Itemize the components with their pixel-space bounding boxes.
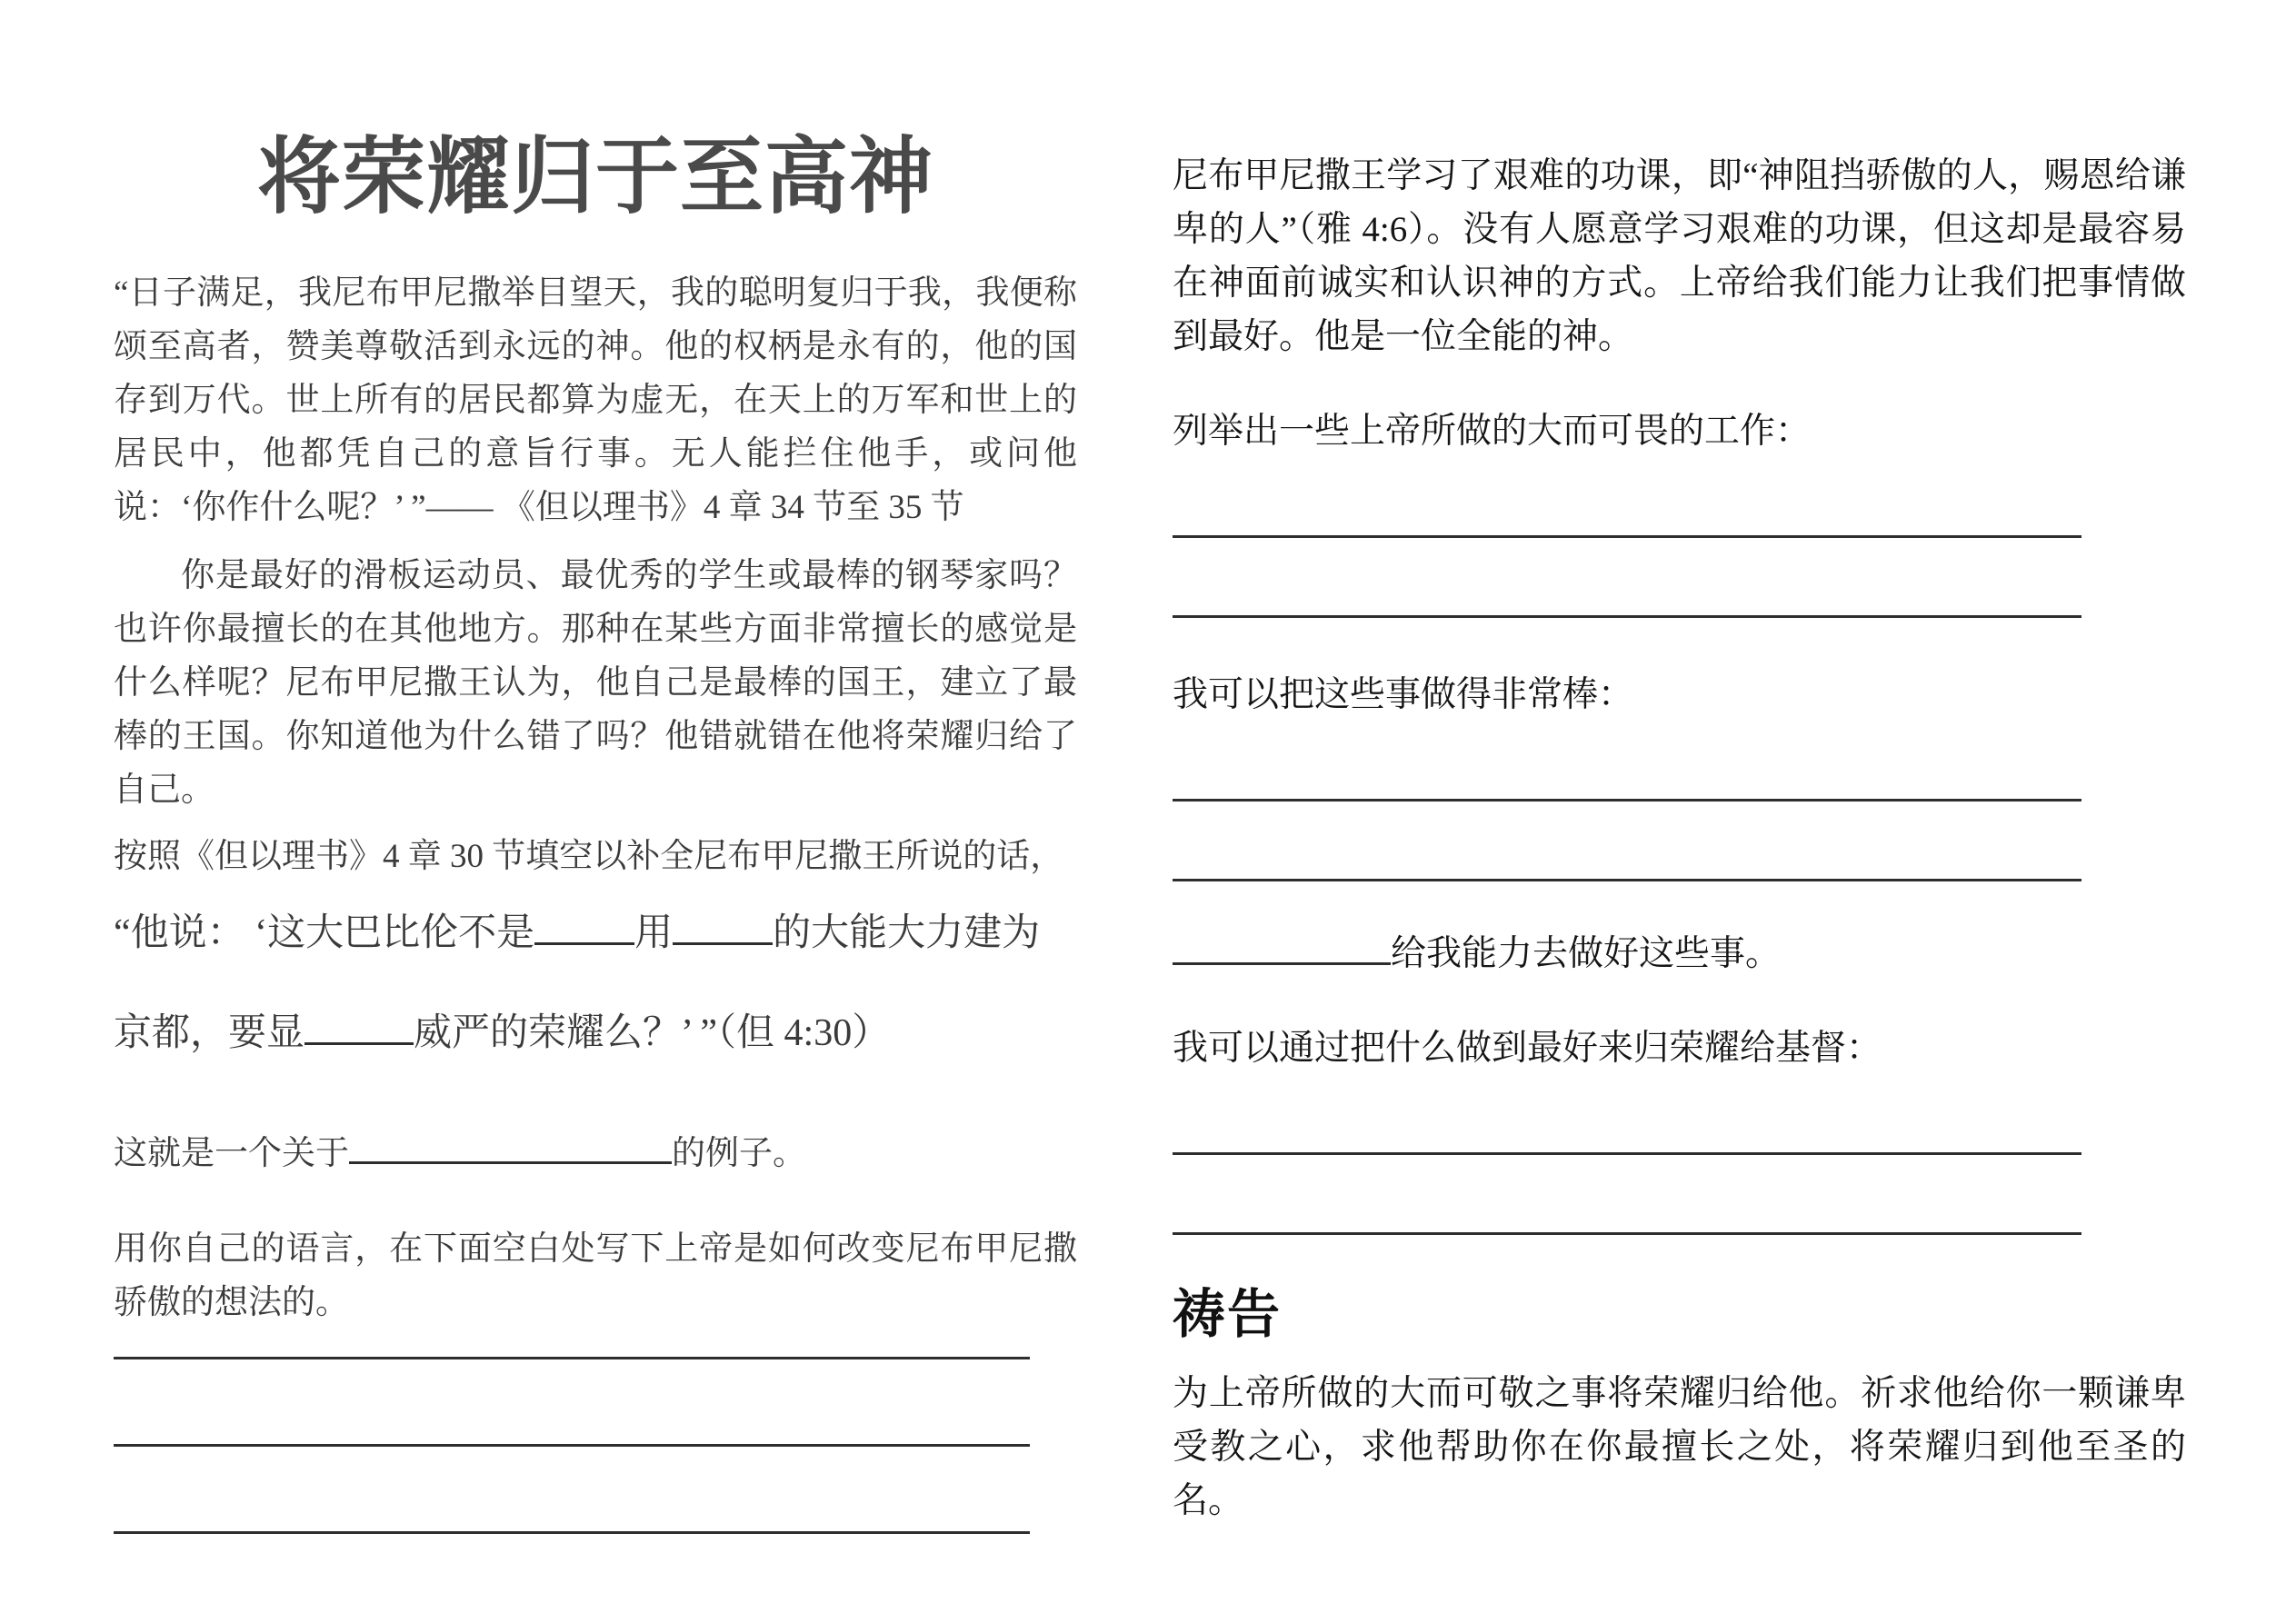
right-column <box>1173 0 2186 1528</box>
fill-line2-text-1: 京都，要显 <box>114 1012 305 1054</box>
fill-in-line-2 <box>114 983 1077 1083</box>
example-sentence <box>114 1127 1077 1180</box>
ability-suffix: 给我能力去做好这些事。 <box>1391 934 1782 973</box>
intro-paragraph: 你是最好的滑板运动员、最优秀的学生或最棒的钢琴家吗？也许你最擅长的在其他地方。那种在某些方面非常擅长的感觉是什么样呢？尼布甲尼撒王认为，他自己是最棒的国王，建立了最棒的王国。你知道他为什么错了吗？他错就错在他将荣耀归给了自己。 <box>114 557 1077 809</box>
fill-blank-2 <box>673 941 773 945</box>
example-blank <box>349 1160 672 1164</box>
do-best-prompt: 我可以把这些事做得非常棒： <box>1173 675 1634 714</box>
fill-in-instruction: 按照《但以理书》4 章 30 节填空以补全尼布甲尼撒王所说的话， <box>114 838 1064 875</box>
answer-line <box>1173 1075 2081 1155</box>
fill-in-line-1 <box>114 883 1077 983</box>
left-column <box>114 0 1077 1534</box>
answer-line <box>1173 538 2081 618</box>
fill-blank-3 <box>304 1041 414 1045</box>
prayer-heading: 祷告 <box>1173 1285 1283 1344</box>
lesson-paragraph: 尼布甲尼撒王学习了艰难的功课，即“神阻挡骄傲的人，赐恩给谦卑的人”（雅 4:6）。没有人愿意学习艰难的功课，但这却是最容易在神面前诚实和认识神的方式。上帝给我们能力让我们把事情做到最好。他是一位全能的神。 <box>1173 156 2186 356</box>
answer-line <box>1173 458 2081 538</box>
fill-line1-text-3: 的大能大力建为 <box>773 912 1041 954</box>
fill-blank-1 <box>534 941 634 945</box>
answer-line <box>1173 722 2081 802</box>
scripture-quote-paragraph: “日子满足，我尼布甲尼撒举目望天，我的聪明复归于我，我便称颂至高者，赞美尊敬活到永远的神。他的权柄是永有的，他的国存到万代。世上所有的居民都算为虚无，在天上的万军和世上的居民中，他都凭自己的意旨行事。无人能拦住他手，或问他说：‘你作什么呢？’ ”—— 《但以理书》4 章 34 节至 35 节 <box>114 274 1077 526</box>
example-prefix: 这就是一个关于 <box>114 1135 349 1172</box>
ability-blank <box>1173 961 1391 965</box>
answer-line <box>114 1329 1030 1359</box>
give-glory-prompt: 我可以通过把什么做到最好来归荣耀给基督： <box>1173 1029 1882 1068</box>
fill-line1-text-1: “他说： ‘这大巴比伦不是 <box>114 912 535 954</box>
answer-line <box>114 1359 1030 1447</box>
example-suffix: 的例子。 <box>672 1135 806 1172</box>
fill-in-sentence <box>114 883 1077 1083</box>
write-prompt-paragraph: 用你自己的语言，在下面空白处写下上帝是如何改变尼布甲尼撒骄傲的想法的。 <box>114 1230 1077 1321</box>
page-title: 将荣耀归于至高神 <box>256 131 933 224</box>
list-works-prompt: 列举出一些上帝所做的大而可畏的工作： <box>1173 412 1812 451</box>
ability-sentence <box>1173 927 2186 981</box>
answer-line <box>1173 802 2081 881</box>
answer-line <box>114 1447 1030 1534</box>
fill-line1-text-2: 用 <box>634 912 674 954</box>
prayer-paragraph: 为上帝所做的大而可敬之事将荣耀归给他。祈求他给你一颗谦卑受教之心，求他帮助你在你最擅长之处，将荣耀归到他至圣的名。 <box>1173 1374 2186 1520</box>
fill-line2-text-2: 威严的荣耀么？’ ”（但 4:30） <box>414 1012 891 1054</box>
answer-line <box>1173 1155 2081 1235</box>
